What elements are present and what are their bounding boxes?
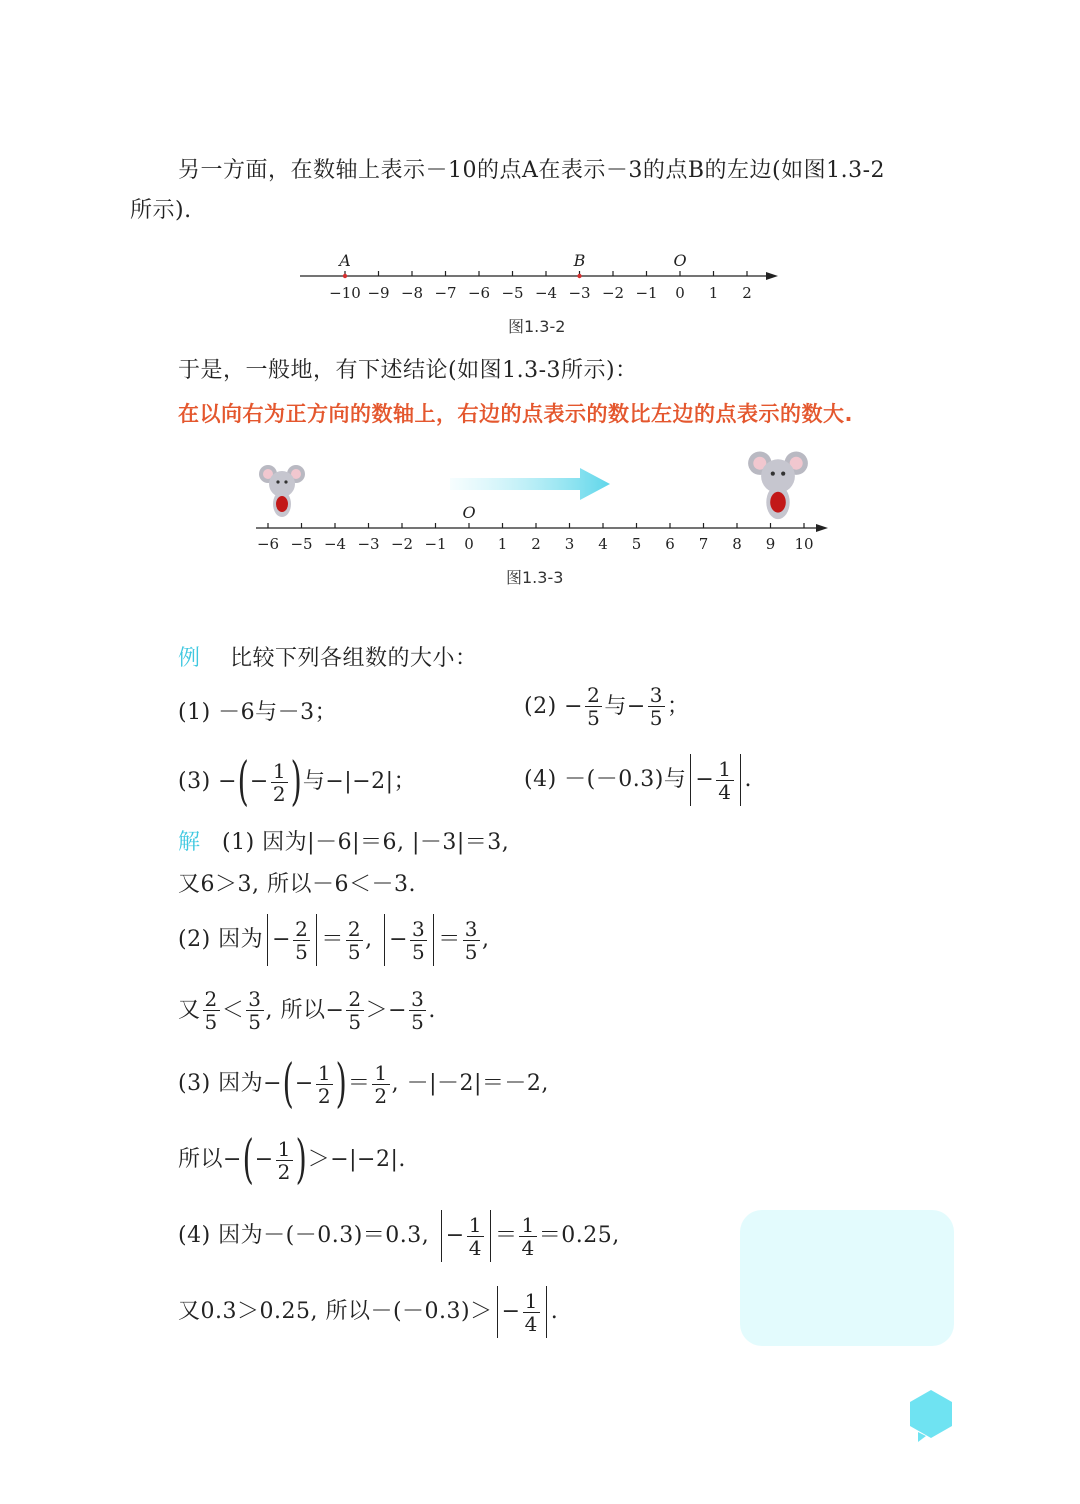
fraction: $\frac{1}{2}$ — [277, 1136, 291, 1184]
tick-label: 6 — [665, 535, 675, 553]
tick-label: −10 — [329, 284, 361, 302]
point-label: O — [673, 251, 687, 270]
point-marker — [343, 274, 347, 278]
example-item-4: (4) －(－0.3)与 − $\frac{1}{4}$ . — [524, 754, 752, 806]
item-text: －(－0.3)与 — [564, 767, 687, 792]
fraction: $\frac{1}{4}$ — [468, 1212, 482, 1260]
solution-text: (1) 因为|－6|＝6, |－3|＝3, — [222, 830, 510, 855]
tick-label: −7 — [434, 284, 457, 302]
fraction: $\frac{2}{5}$ — [295, 916, 309, 964]
tick-label: −1 — [424, 535, 447, 553]
axis-arrow — [816, 524, 828, 532]
fraction: $\frac{3}{5}$ — [411, 987, 425, 1034]
conclusion-statement: 在以向右为正方向的数轴上，右边的点表示的数比左边的点表示的数大. — [178, 402, 853, 426]
solution-line-2b: 又 $\frac{2}{5}$ ＜ $\frac{3}{5}$ , 所以− $\frac{2}{5}$ ＞− $\frac{3}{5}$ . — [178, 987, 436, 1034]
direction-arrow — [450, 468, 610, 500]
tick-label: −4 — [323, 535, 347, 553]
solution-line-2a: (2) 因为 − $\frac{2}{5}$ ＝ $\frac{2}{5}$ , − $\frac{3}{5}$ ＝ $\frac{3}{5}$ , — [178, 914, 490, 966]
solution-line-1b: 又6＞3, 所以－6＜－3. — [178, 872, 416, 897]
tick-label: 1 — [708, 284, 719, 302]
fraction: $\frac{1}{2}$ — [272, 758, 287, 806]
fraction: $\frac{2}{5}$ — [347, 916, 362, 964]
fraction: $\frac{2}{5}$ — [204, 987, 218, 1034]
tick-label: −2 — [601, 284, 625, 302]
figure-caption-1-3-2: 图1.3-2 — [508, 317, 566, 336]
tick-label: −3 — [357, 535, 380, 553]
tick-label: −8 — [400, 284, 424, 302]
tick-label: 9 — [765, 535, 776, 553]
conclusion-intro: 于是，一般地，有下述结论(如图1.3-3所示)： — [178, 358, 638, 383]
item-number: (1) — [178, 700, 211, 725]
tick-label: −9 — [367, 284, 390, 302]
tick-label: 3 — [564, 535, 575, 553]
intro-line-1: 另一方面，在数轴上表示－10的点A在表示－3的点B的左边(如图1.3-2 — [178, 158, 886, 183]
tick-label: 10 — [794, 535, 814, 553]
fraction: $\frac{3}{5}$ — [464, 916, 479, 964]
solution-text: 又0.3＞0.25, 所以－(－0.3)＞ — [178, 1299, 493, 1324]
tick-label: 8 — [732, 535, 742, 553]
fraction: $\frac{2}{5}$ — [587, 683, 601, 730]
example-prompt: 比较下列各组数的大小： — [230, 646, 478, 671]
example-tag: 例 — [178, 646, 201, 671]
fraction: $\frac{2}{5}$ — [348, 987, 362, 1034]
solution-tag: 解 — [178, 830, 201, 855]
tick-label: 5 — [631, 535, 642, 553]
figure-caption-1-3-3: 图1.3-3 — [506, 568, 564, 587]
tick-label: −4 — [534, 284, 558, 302]
origin-label: O — [462, 503, 476, 522]
tick-label: 4 — [598, 535, 608, 553]
tick-label: −6 — [256, 535, 280, 553]
item-text: －6与－3； — [218, 700, 338, 725]
tick-label: 0 — [675, 284, 685, 302]
tick-label: −3 — [568, 284, 591, 302]
solution-line-3a: (3) 因为 − ( − $\frac{1}{2}$ ) ＝ $\frac{1}{2}$ , －|－2|＝－2, — [178, 1054, 549, 1114]
margin-note-box — [740, 1210, 954, 1346]
solution-line-4a: (4) 因为－(－0.3)＝0.3, − $\frac{1}{4}$ ＝ $\frac{1}{4}$ ＝0.25, — [178, 1210, 620, 1262]
tick-label: −6 — [467, 284, 491, 302]
tick-label: 2 — [742, 284, 752, 302]
solution-text: , －|－2|＝－2, — [391, 1071, 549, 1096]
solution-line-4b: 又0.3＞0.25, 所以－(－0.3)＞ − $\frac{1}{4}$ . — [178, 1286, 558, 1338]
point-label: A — [339, 251, 351, 270]
fraction: $\frac{1}{4}$ — [718, 756, 732, 804]
mouse-right-icon — [748, 452, 808, 520]
tick-label: 7 — [698, 535, 709, 553]
solution-line-1a — [178, 828, 509, 858]
tick-label: 1 — [497, 535, 508, 553]
hexagon-badge-icon — [906, 1388, 956, 1444]
fraction: $\frac{1}{2}$ — [317, 1060, 332, 1108]
solution-text: (2) 因为 — [178, 927, 264, 952]
item-number: (2) — [524, 693, 557, 719]
solution-text: (3) 因为 — [178, 1071, 264, 1096]
item-number: (4) — [524, 767, 557, 792]
solution-line-3b: 所以− ( − $\frac{1}{2}$ ) ＞−|−2|. — [178, 1130, 406, 1190]
number-line-figure-1-3-2 — [290, 244, 790, 308]
fraction: $\frac{1}{4}$ — [524, 1288, 538, 1336]
fraction: $\frac{3}{5}$ — [248, 987, 262, 1034]
fraction: $\frac{1}{4}$ — [521, 1212, 535, 1260]
solution-text: (4) 因为－(－0.3)＝0.3, — [178, 1223, 430, 1248]
number-line-figure-1-3-3 — [250, 440, 840, 562]
point-marker — [577, 274, 581, 278]
fraction: $\frac{3}{5}$ — [412, 916, 426, 964]
tick-label: 0 — [464, 535, 474, 553]
item-number: (3) — [178, 769, 211, 794]
example-item-2: (2) − $\frac{2}{5}$ 与− $\frac{3}{5}$ ； — [524, 683, 690, 730]
tick-label: −5 — [290, 535, 313, 553]
tick-label: −5 — [501, 284, 524, 302]
mouse-left-icon — [259, 465, 305, 517]
tick-label: 2 — [531, 535, 541, 553]
example-item-1 — [178, 698, 337, 728]
tick-label: −2 — [390, 535, 414, 553]
example-heading — [178, 644, 478, 674]
intro-line-2: 所示). — [130, 198, 192, 223]
fraction: $\frac{1}{2}$ — [374, 1060, 388, 1108]
fraction: $\frac{3}{5}$ — [649, 683, 664, 730]
point-label: B — [573, 251, 586, 270]
axis-arrow — [766, 272, 778, 280]
example-item-3: (3) − ( − $\frac{1}{2}$ ) 与−|−2|； — [178, 752, 417, 812]
tick-label: −1 — [635, 284, 658, 302]
